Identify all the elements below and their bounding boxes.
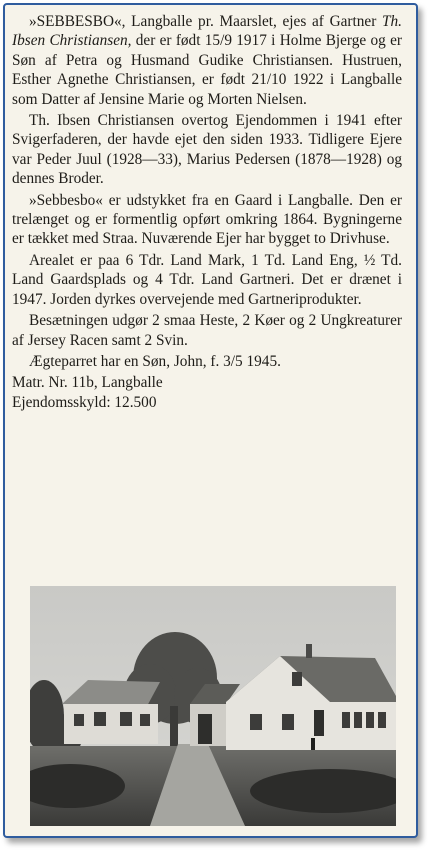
farmhouse-photo-image bbox=[30, 586, 396, 826]
paragraph-area: Arealet er paa 6 Tdr. Land Mark, 1 Td. Land Eng, ½ Td. Land Gaardsplads og 4 Tdr. Land Gartneri. Det er drænet i 1947. Jorden dyrkes overvejende med Gartneriprodukter. bbox=[12, 251, 402, 308]
paragraph-owner-start: »SEBBESBO«, Langballe pr. Maarslet, ejes af Gartner bbox=[29, 13, 383, 30]
paragraph-owner-rest: der er født 15/9 1917 i Holme Bjerge og er Søn af Petra og Husmand Gudike Christiansen. Hustruen, Esther Agnethe Christiansen, er født 21/10 1922 i Langballe som Datter af Jensine Marie og Morten Nielsen. bbox=[12, 32, 402, 108]
owner-name: Th. Ibsen Christiansen, bbox=[12, 13, 402, 50]
paragraph-buildings: »Sebbesbo« er udstykket fra en Gaard i Langballe. Den er trelænget og er formentlig opført omkring 1864. Bygningerne er tækket med Straa. Nuværende Ejer har bygget to Drivhuse. bbox=[12, 191, 402, 248]
farmhouse-photo bbox=[30, 586, 396, 826]
paragraph-family: Ægteparret har en Søn, John, f. 3/5 1945. bbox=[29, 352, 281, 370]
paragraph-history: Th. Ibsen Christiansen overtog Ejendommen i 1941 efter Svigerfaderen, der havde ejet den siden 1933. Tidligere Ejere var Peder Juul (1928—33), Marius Pedersen (1878—1928) og dennes Broder. bbox=[12, 112, 402, 188]
person-figure bbox=[311, 738, 315, 750]
paragraph-owner bbox=[12, 12, 402, 109]
ejendomsskyld-line: Ejendomsskyld: 12.500 bbox=[12, 393, 157, 411]
document-page bbox=[12, 12, 402, 412]
matr-line: Matr. Nr. 11b, Langballe bbox=[12, 374, 163, 392]
paragraph-livestock: Besætningen udgør 2 smaa Heste, 2 Køer og 2 Ungkreaturer af Jersey Racen samt 2 Svin. bbox=[12, 312, 402, 349]
